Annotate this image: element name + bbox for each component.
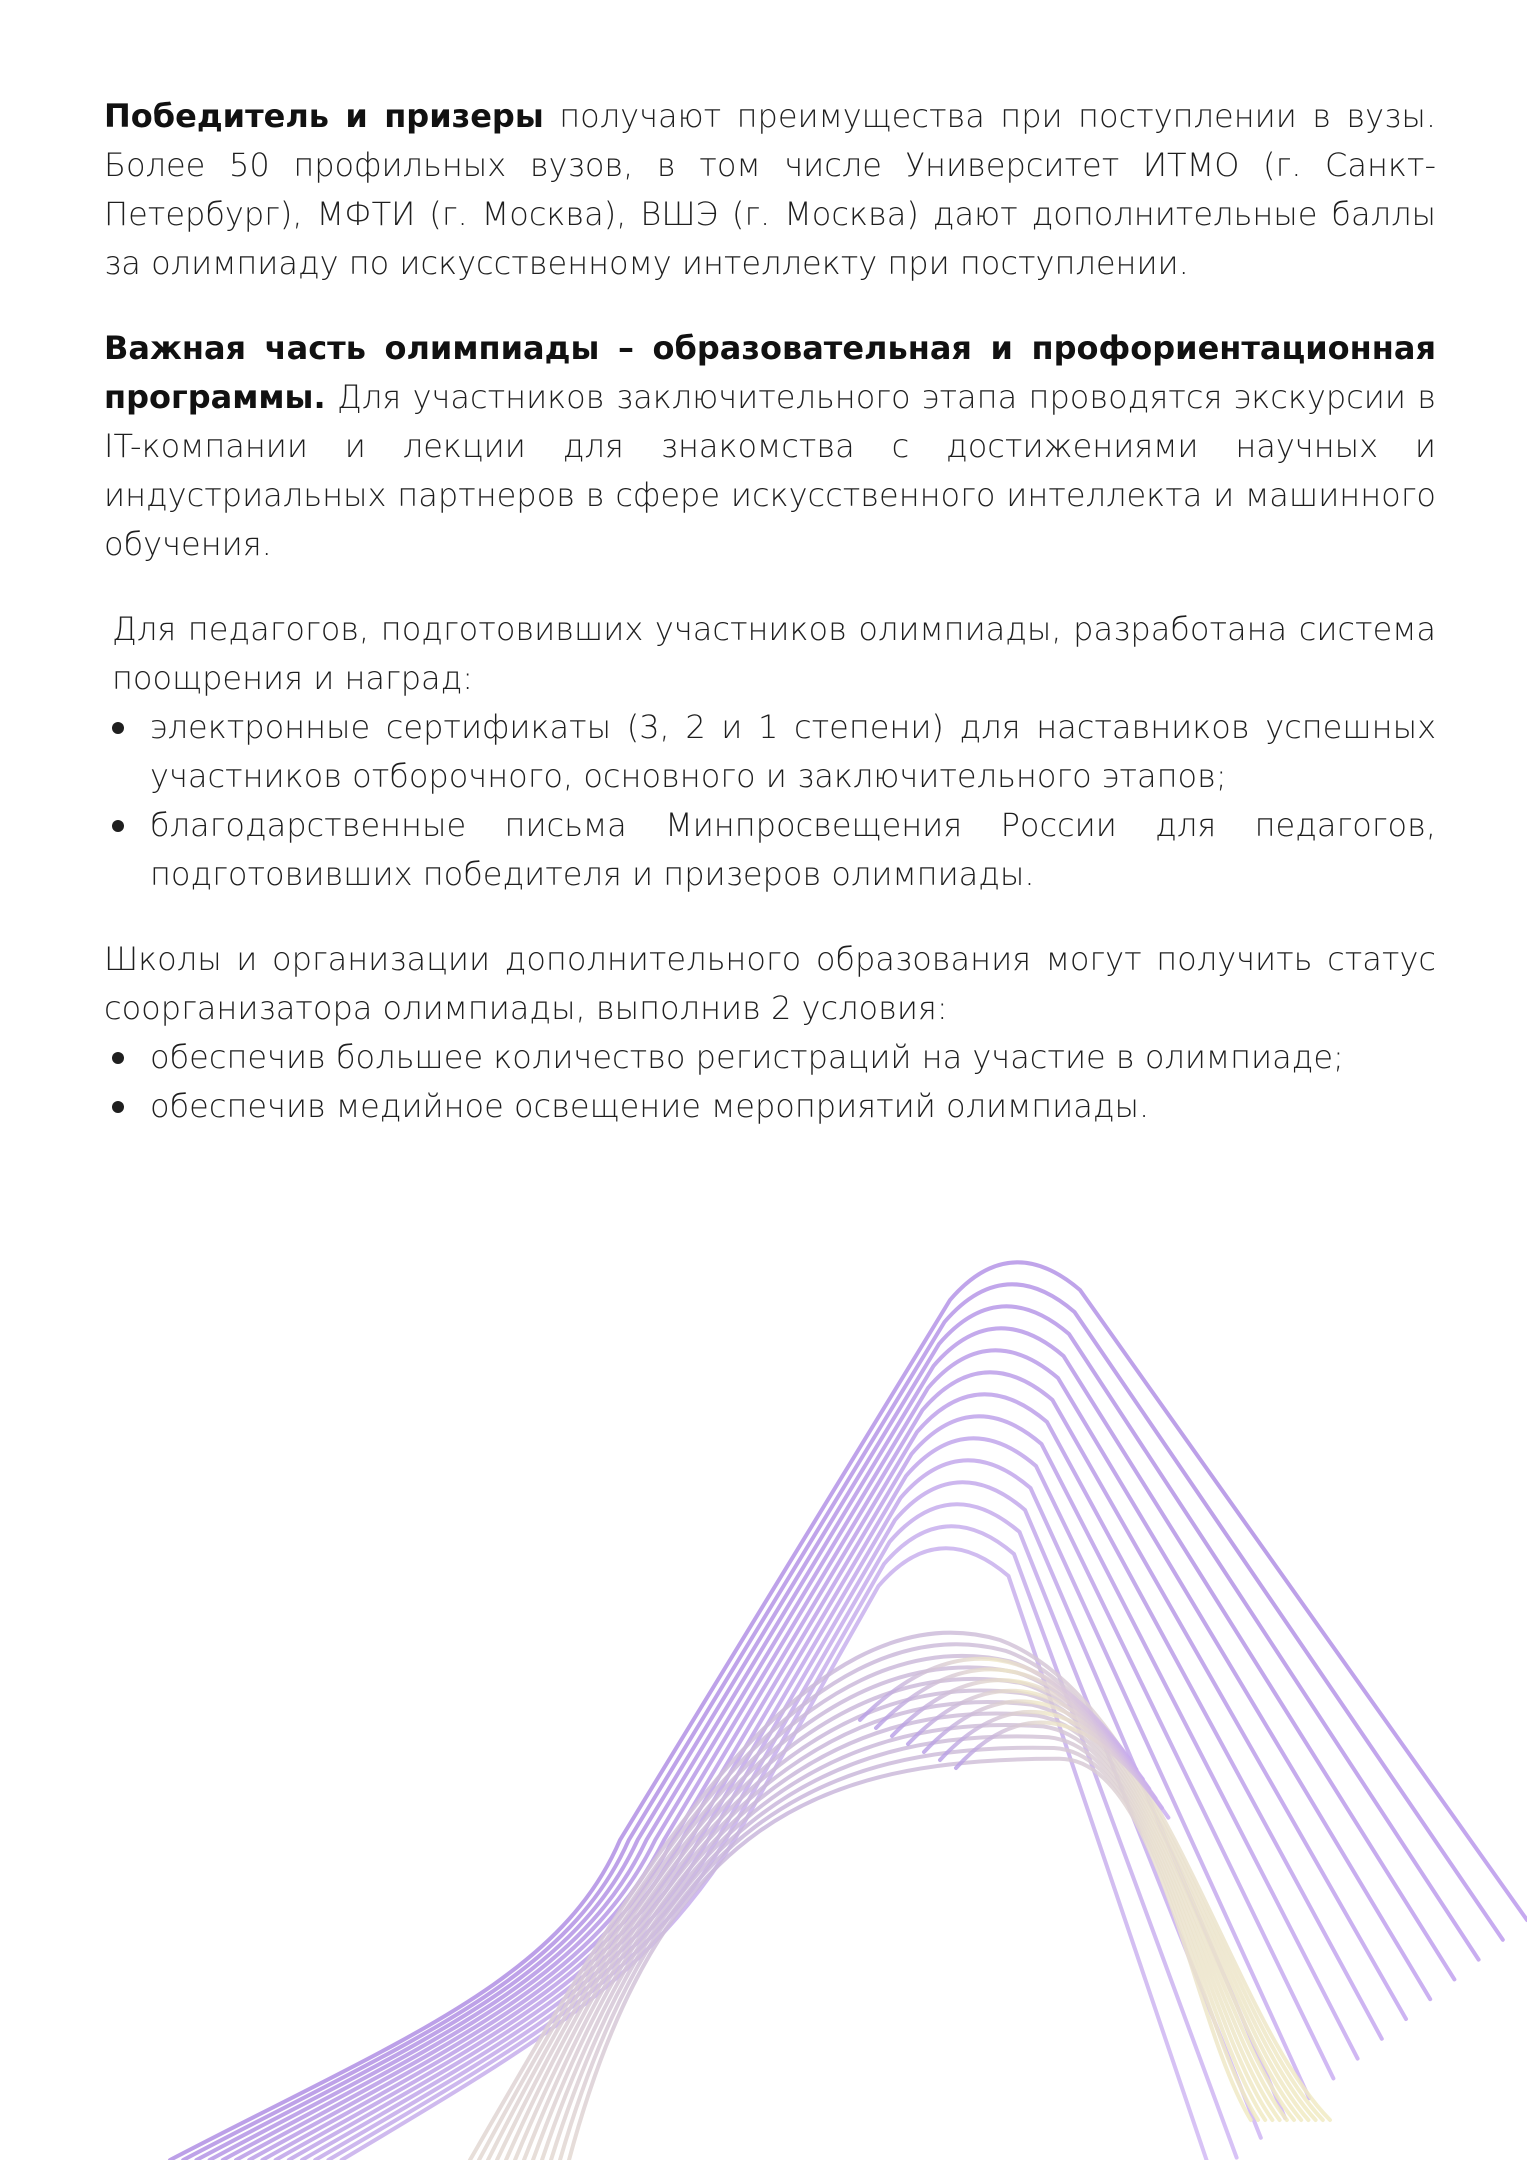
list-item: обеспечив большее количество регистраций на участие в олимпиаде; [104,1033,1436,1082]
document-body [104,92,1436,1167]
list-item: обеспечив медийное освещение мероприятий олимпиады. [104,1082,1436,1131]
paragraph-text-program: Для участников заключительного этапа проводятся экскурсии в IT-компании и лекции для знакомства с достижениями научных и индустриальных партнеров в сфере искусственного интеллекта и машинного обучения. [104,378,1436,563]
paragraph-coorganizer-intro: Школы и организации дополнительного образования могут получить статус соорганизатора олимпиады, выполнив 2 условия: [104,940,1436,1027]
paragraph-lead-winners: Победитель и призеры [104,97,544,135]
wave-lines-decoration [0,1200,1527,2160]
list-item: электронные сертификаты (3, 2 и 1 степени) для наставников успешных участников отборочного, основного и заключительного этапов; [104,703,1436,801]
paragraph-text-winners: получают преимущества при поступлении в вузы. Более 50 профильных вузов, в том числе Университет ИТМО (г. Санкт-Петербург), МФТИ (г. Москва), ВШЭ (г. Москва) дают дополнительные баллы за олимпиаду по искусственному интеллекту при поступлении. [104,97,1437,282]
paragraph-admission-benefits [104,92,1436,288]
paragraph-lead-program: Важная часть олимпиады – образовательная и профориентационная программы. [104,329,1436,416]
wave-line [196,1306,1478,2160]
teachers-awards-list [104,703,1436,899]
list-item: благодарственные письма Минпросвещения России для педагогов, подготовивших победителя и призеров олимпиады. [104,801,1436,899]
paragraph-educational-program [104,324,1436,569]
wave-line-group [170,1262,1527,2160]
paragraph-teachers-intro: Для педагогов, подготовивших участников олимпиады, разработана система поощрения и наград: [112,610,1436,697]
coorganizer-conditions-list [104,1033,1436,1131]
